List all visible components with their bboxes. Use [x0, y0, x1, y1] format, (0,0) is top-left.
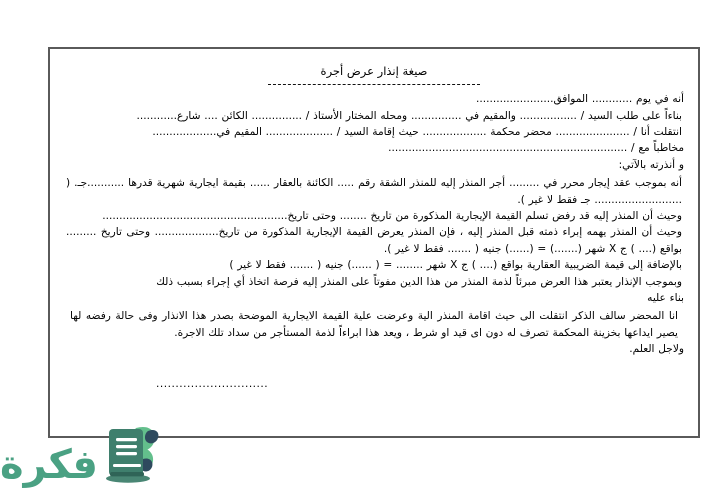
- clause-offer: وحيث أن المنذر يهمه إبراء ذمته قبل المنذر إليه ، فإن المنذر يعرض القيمة الإيجارية المذكورة من تاريخ................... وحتى تاريخ ......... بواقع (.... ) ج X شهر (.......) = (......) جنيه ( ....... فقط لا غير ).: [66, 226, 682, 255]
- clause-closing: ولاجل العلم.: [629, 343, 684, 356]
- clause-therefore: بناء عليه: [647, 291, 684, 304]
- clause-property-tax: بالإضافة إلى قيمة الضريبية العقارية بواقع (.... ) ج X شهر ........ = ( ......) جنيه ( ....... فقط لا غير ): [229, 259, 682, 272]
- signature-line: [64, 378, 684, 390]
- clause-bailiff-statement: انا المحضر سالف الذكر انتقلت الى حيث اقامة المنذر الية وعرضت علية القيمة الايجارية الموضحة بصدر هذا الانذار وفى حالة رفضه لها يصير ايداعها بخزينة المحكمة تصرف له دون اى قيد او شرط ، ويعد هذا ابراءاً لذمة المستأجر من سداد تلك الاجرة.: [70, 310, 678, 339]
- line-request: بناءاً على طلب السيد / ................. والمقيم في ............... ومحله المختار الأستاذ / ............... الكائن .... شارع............: [136, 109, 682, 122]
- line-addressed-to: مخاطباً مع / .......................................................................: [388, 142, 684, 155]
- line-notice-intro: و أنذرته بالآتي:: [618, 158, 684, 171]
- line-bailiff: انتقلت أنا / ...................... محضر محكمة ................... حيث إقامة السيد / .................... المقيم في...................: [152, 125, 682, 138]
- line-date: أنه في يوم ............ الموافق.......................: [476, 93, 684, 106]
- clause-discharge: وبموجب الإنذار يعتبر هذا العرض مبرئاً لذمة المنذر من هذا الدين مفوتاً على المنذر إليه فرصة اتخاذ أي إجراء بسبب ذلك: [156, 275, 682, 288]
- page-title: صيغة إنذار عرض أجرة: [320, 64, 428, 78]
- signature-dots: .............................: [156, 377, 269, 390]
- brand-name: فكرة: [0, 442, 98, 488]
- document-body: [50, 49, 698, 436]
- document-page: [48, 47, 700, 438]
- title-divider: [268, 84, 480, 85]
- clause-lease-contract: أنه بموجب عقد إيجار محرر في ......... أجر المنذر إليه للمنذر الشقة رقم ..... الكائنة بالعقار ...... بقيمة ايجارية شهرية قدرها ...........جـ. ( .......................... جـ فقط لا غير ).: [66, 177, 682, 206]
- clause-refusal: وحيث أن المنذر إليه قد رفض تسلم القيمة الإيجارية المذكورة من تاريخ ........ وحتى تاريخ.......................................................: [102, 209, 682, 222]
